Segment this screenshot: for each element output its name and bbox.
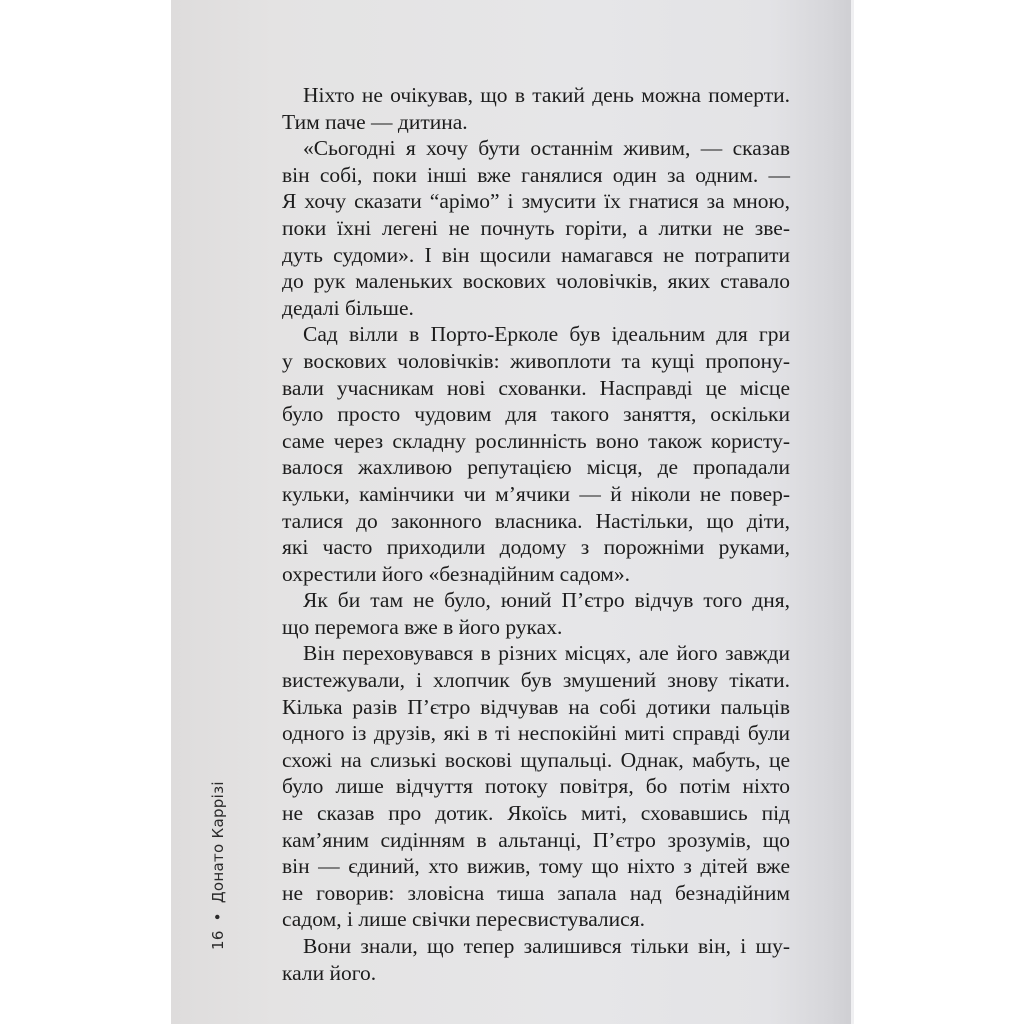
text-line: не сказав про дотик. Якоїсь миті, сховавшись під	[282, 801, 790, 826]
text-line: вали учасникам нові схованки. Насправді це місце	[282, 375, 790, 400]
text-line: не говорив: зловісна тиша запала над безнадійним	[282, 880, 790, 905]
text-line: Кілька разів П’єтро відчував на собі дотики пальців	[282, 694, 790, 719]
page-number: 16	[209, 930, 227, 950]
text-line: охрестили його «безнадійним садом».	[282, 561, 631, 586]
body-text	[282, 82, 790, 986]
text-line: Тим паче — дитина.	[282, 109, 468, 134]
text-line: у воскових чоловічків: живоплоти та кущі пропону-	[282, 348, 790, 373]
text-line: саме через складну рослинність воно також користу-	[282, 428, 790, 453]
text-line: валося жахливою репутацією місця, де пропадали	[282, 455, 790, 480]
book-page	[171, 0, 851, 1024]
author-name: Донато Каррізі	[209, 781, 227, 904]
text-line: Як би там не було, юний П’єтро відчув того дня,	[303, 588, 790, 613]
text-line: що перемога вже в його руках.	[282, 614, 563, 639]
text-line: схожі на слизькі воскові щупальці. Однак, мабуть, це	[282, 747, 790, 772]
text-line: одного із друзів, які в ті неспокійні миті справді були	[282, 721, 790, 746]
running-head	[209, 781, 227, 950]
text-line: було просто чудовим для такого заняття, оскільки	[282, 402, 790, 427]
text-line: кам’яним сидінням в альтанці, П’єтро зрозумів, що	[282, 827, 790, 852]
text-line: він — єдиний, хто вижив, тому що ніхто з дітей вже	[282, 854, 790, 879]
text-line: Ніхто не очікував, що в такий день можна померти.	[303, 83, 790, 107]
text-line: вистежували, і хлопчик був змушений знову тікати.	[282, 668, 790, 693]
text-line: Він переховувався в різних місцях, але його завжди	[303, 641, 790, 666]
text-line: було лише відчуття потоку повітря, бо потім ніхто	[282, 774, 790, 799]
text-line: кульки, камінчики чи м’ячики — й ніколи не повер-	[282, 481, 790, 506]
text-line: Я хочу сказати “арімо” і змусити їх гнатися за мною,	[282, 189, 790, 214]
text-line: талися до законного власника. Настільки, що діти,	[282, 508, 790, 533]
text-line: поки їхні легені не почнуть горіти, а литки не зве-	[282, 215, 790, 240]
text-line: Вони знали, що тепер залишився тільки він, і шу-	[303, 934, 790, 958]
text-line: Сад вілли в Порто-Ерколе був ідеальним для гри	[303, 322, 790, 347]
text-line: які часто приходили додому з порожніми руками,	[282, 535, 790, 560]
text-line: до рук маленьких воскових чоловічків, яких ставало	[282, 269, 790, 294]
text-line: дуть судоми». І він щосили намагався не потрапити	[282, 242, 790, 267]
separator-dot: •	[209, 912, 227, 922]
text-line: дедалі більше.	[282, 295, 414, 320]
page-edge	[851, 0, 854, 1024]
text-line: він собі, поки інші вже ганялися один за одним. —	[282, 162, 790, 187]
text-line: кали його.	[282, 960, 377, 985]
text-line: «Сьогодні я хочу бути останнім живим, — сказав	[303, 136, 790, 161]
text-line: садом, і лише свічки пересвистувалися.	[282, 907, 645, 932]
